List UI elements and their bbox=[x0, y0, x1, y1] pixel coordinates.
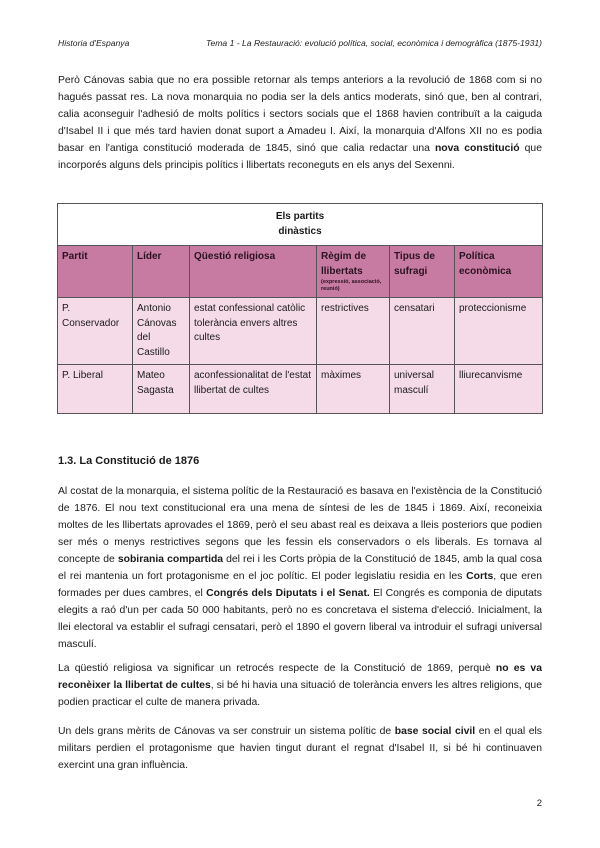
header-freedoms-note: (expressió, associació, reunió) bbox=[321, 279, 382, 292]
header-leader: Líder bbox=[133, 246, 190, 298]
cell-religion-line-1: estat confessional catòlic bbox=[194, 303, 306, 314]
cell-freedoms: restrictives bbox=[317, 298, 390, 365]
civil-base-paragraph bbox=[58, 723, 542, 774]
table-row bbox=[58, 298, 543, 365]
table-title bbox=[58, 204, 543, 246]
p4-text-2: en el qual els militars perdien el protagonisme que havien tingut durant el regnat d'Isabel II, si bé hi continuaven exercint una gran influència. bbox=[58, 726, 542, 771]
intro-text-2: que incorporés alguns dels principis polítics i llibertats reconeguts en els anys del Sexenni. bbox=[58, 143, 542, 171]
header-topic: Tema 1 - La Restauració: evolució política, social, econòmica i demogràfica (1875-1931) bbox=[206, 38, 542, 48]
p4-text-1: Un dels grans mèrits de Cánovas va ser construir un sistema polític de bbox=[58, 726, 395, 737]
header-freedoms-label: Règim de llibertats bbox=[321, 251, 367, 277]
cell-religion bbox=[190, 298, 317, 365]
table-row bbox=[58, 365, 543, 414]
table-title-line-1: Els partits bbox=[275, 211, 325, 222]
p2-text-2: del rei i les Corts pròpia de la Constitució de 1845, amb la qual cosa el rei mantenia un fort protagonisme en el joc polític. El poder legislatiu residia en les bbox=[58, 554, 542, 582]
p3-bold-1: no es va reconèixer la llibertat de cultes bbox=[58, 663, 542, 691]
section-title: 1.3. La Constitució de 1876 bbox=[58, 455, 200, 467]
header-religion: Qüestió religiosa bbox=[190, 246, 317, 298]
p2-bold-2: Corts bbox=[466, 571, 494, 582]
cell-religion-line-2: tolerància envers altres cultes bbox=[194, 317, 298, 343]
header-suffrage: Tipus de sufragi bbox=[390, 246, 455, 298]
religion-paragraph bbox=[58, 660, 542, 711]
cell-leader: Antonio Cánovas del Castillo bbox=[133, 298, 190, 365]
dynastic-parties-table bbox=[57, 203, 543, 414]
cell-leader: Mateo Sagasta bbox=[133, 365, 190, 414]
p2-text-3: , que eren formades per dues cambres, el bbox=[58, 571, 542, 599]
header-economy: Política econòmica bbox=[455, 246, 543, 298]
intro-bold-1: nova constitució bbox=[434, 143, 520, 154]
cell-economy: lliurecanvisme bbox=[455, 365, 543, 414]
cell-religion bbox=[190, 365, 317, 414]
header-subject: Historia d'Espanya bbox=[58, 38, 130, 48]
constitution-paragraph bbox=[58, 483, 542, 653]
page-number: 2 bbox=[536, 798, 542, 809]
header-party: Partit bbox=[58, 246, 133, 298]
intro-paragraph bbox=[58, 72, 542, 174]
cell-economy: proteccionisme bbox=[455, 298, 543, 365]
cell-party: P. Liberal bbox=[58, 365, 133, 414]
p2-text-4: El Congrés es componia de diputats elegits a raó d'un per cada 50 000 habitants, però no es concretava el sistema d'elecció. Inicialment, la llei electoral va establir el sufragi censatari, però el 1890 el govern liberal va introduir el sufragi universal masculí. bbox=[58, 588, 543, 650]
table-title-line-2: dinàstics bbox=[278, 225, 322, 237]
cell-freedoms: màximes bbox=[317, 365, 390, 414]
p2-bold-1: sobirania compartida bbox=[117, 554, 224, 565]
cell-suffrage: universal masculí bbox=[390, 365, 455, 414]
p3-text-2: , si bé hi havia una situació de tolerància envers les altres religions, que podien practicar el culte de manera privada. bbox=[58, 680, 542, 708]
p3-text-1: La qüestió religiosa va significar un retrocés respecte de la Constitució de 1869, perquè bbox=[58, 663, 496, 674]
cell-suffrage: censatari bbox=[390, 298, 455, 365]
intro-text-1: Però Cánovas sabia que no era possible retornar als temps anteriors a la revolució de 1868 com si no hagués passat res. La nova monarquia no podia ser la dels antics moderats, sinó que, ben al contrari, calia aconseguir l'adhesió de molts polítics i sectors socials que el 1868 havien contribuït a la caiguda d'Isabel II i que més tard havien donat suport a Amadeu I. Així, la monarquia d'Alfons XII no es podia basar en l'antiga constitució moderada de 1845, sinó que calia redactar una bbox=[58, 75, 542, 154]
p2-bold-3: Congrés dels Diputats i el Senat. bbox=[206, 588, 370, 599]
table-header-row bbox=[58, 246, 543, 298]
p2-text-1: Al costat de la monarquia, el sistema polític de la Restauració es basava en l'existència de la Constitució de 1876. El nou text constitucional era una mena de síntesi de les de 1845 i 1869. Així, reconeixia moltes de les llibertats aprovades el 1869, però el seu abast real es deixava a lleis posteriors que podien ser més o menys restrictives segons que les fessin els conservadors o els liberals. Es tornava al concepte de bbox=[58, 486, 542, 565]
cell-religion-line-2: llibertat de cultes bbox=[194, 384, 270, 396]
page-header bbox=[58, 38, 542, 52]
header-freedoms bbox=[317, 246, 390, 298]
p4-bold-1: base social civil bbox=[394, 726, 476, 737]
cell-party: P. Conservador bbox=[58, 298, 133, 365]
cell-religion-line-1: aconfessionalitat de l'estat bbox=[194, 370, 311, 381]
